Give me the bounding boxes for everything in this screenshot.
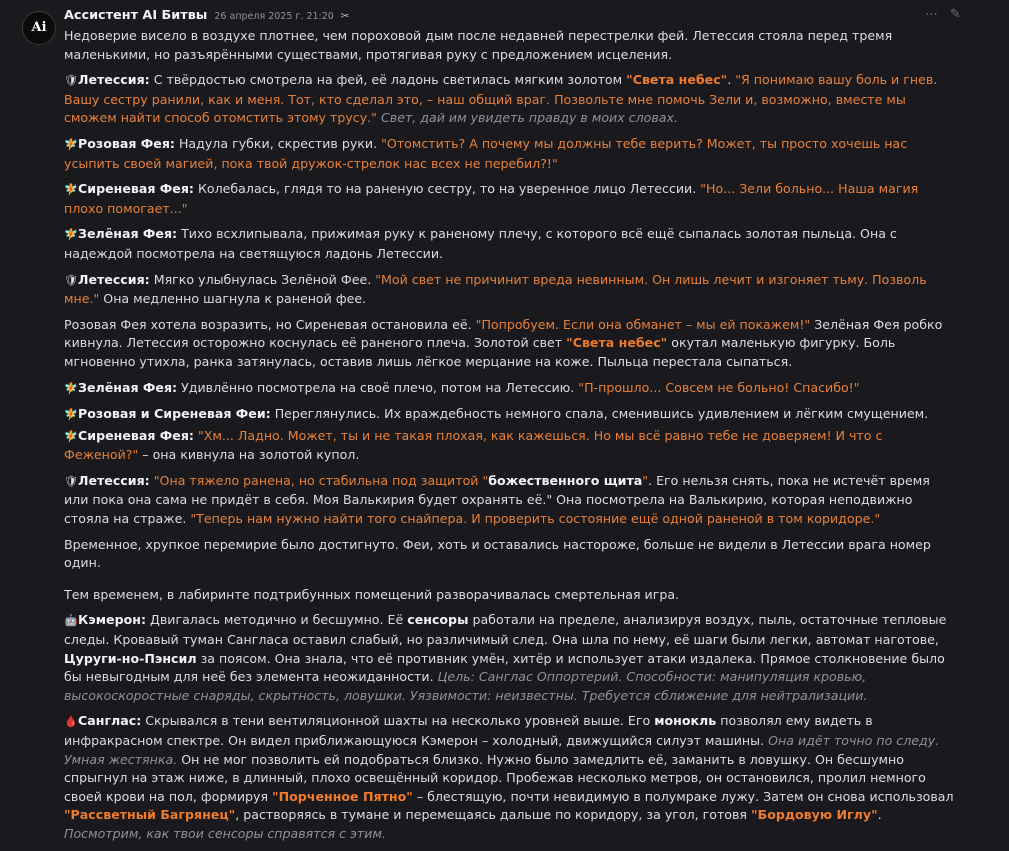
narration-text: Недоверие висело в воздухе плотнее, чем пороховой дым после недавней перестрелки фей. Летессия стояла перед тремя маленькими, но разъярёнными существами, протягивая руку с предложением исцеления. (64, 28, 893, 62)
narration-text: С твёрдостью смотрела на фей, её ладонь светилась мягким золотом (149, 72, 627, 88)
message-content (64, 27, 954, 851)
message-paragraph (64, 586, 954, 605)
dialogue-text: "Отомстить? А почему мы должны тебе верить? Может, ты просто хочешь нас усыпить своей магией, пока твой дружок-стрелок нас всех не перебил?!" (64, 135, 908, 171)
ability-name: "Света небес" (566, 335, 668, 351)
narration-text: , растворяясь в тумане и перемещаясь дальше по коридору, за угол, готовя (235, 807, 752, 823)
narration-text: Она медленно шагнула к раненой фее. (99, 291, 367, 307)
bold-text: Цуруги-но-Пэнсил (64, 650, 197, 666)
timestamp: 26 апреля 2025 г. 21:20 (214, 11, 334, 22)
character-emoji-icon: 🛡 (64, 273, 78, 287)
narration-text: Он не мог позволить ей подобраться близко. Нужно было замедлить её, заманить в ловушку. Он бесшумно спрыгнул на этаж ниже, в длинный, плохо освещённый коридор. Пробежав несколько метров, он остановился, пролил немного своей крови на пол, формируя (64, 751, 926, 804)
message-paragraph (64, 135, 954, 173)
ability-name: "Света небес" (626, 72, 728, 88)
message-paragraph (64, 472, 954, 529)
character-emoji-icon: 🧚 (64, 228, 78, 242)
message-paragraph (64, 379, 954, 399)
thought-text: Она идёт точно по следу. Умная жестянка. (64, 733, 940, 767)
narration-text: Удивлённо посмотрела на своё плечо, потом на Летессию. (177, 379, 579, 395)
dialogue-text: " (642, 472, 649, 488)
message-paragraph (64, 427, 954, 465)
bold-text: божественного щита (488, 472, 643, 488)
avatar[interactable] (22, 11, 56, 45)
dialogue-text: "Я понимаю вашу боль и гнев. Вашу сестру ранили, как и меня. Тот, кто сделал это, – наш общий враг. Позвольте мне помочь Зели и, возможно, вместе мы сможем найти способ отомстить этому трусу." (64, 72, 938, 126)
narration-text: . (727, 72, 736, 88)
narration-text: Мягко улыбнулась Зелёной Фее. (149, 271, 376, 287)
narration-text: Надула губки, скрестив руки. (174, 135, 382, 151)
character-emoji-icon: 🩸 (64, 715, 78, 729)
character-emoji-icon: 🤖 (64, 614, 78, 628)
dialogue-text: "Мой свет не причинит вреда невинным. Он лишь лечит и изгоняет тьму. Позволь мне." (64, 271, 927, 307)
thought-text: Цель: Санглас Оппортерий. Способности: манипуляция кровью, высокоскоростные снаряды, скрытность, ловушки. Уязвимости: неизвестны. Требуется сближение для нейтрализации. (64, 669, 868, 703)
dialogue-text: "Она тяжело ранена, но стабильна под защитой " (153, 472, 489, 488)
message-paragraph (64, 712, 954, 843)
thought-text: Посмотрим, как твои сенсоры справятся с этим. (64, 825, 386, 841)
ability-name: "Рассветный Багрянец" (64, 807, 236, 823)
bold-text: Кэмерон: (78, 612, 146, 628)
message-paragraph (64, 27, 954, 64)
narration-text: за поясом. Она знала, что её противник умён, хитёр и использует атаки издалека. Прямое столкновение было бы невыгодным для неё без элемента неожиданности. (64, 650, 945, 685)
narration-text: Розовая Фея хотела возразить, но Сиреневая остановила её. (64, 316, 476, 332)
narration-text: Двигалась методично и бесшумно. Её (146, 612, 408, 628)
narration-text: Колебалась, глядя то на раненую сестру, то на уверенное лицо Летессии. (193, 181, 701, 197)
message-paragraph (64, 536, 954, 573)
bold-text: монокль (654, 713, 717, 729)
narration-text: – она кивнула на золотой купол. (138, 447, 360, 463)
more-options-icon[interactable]: ⋯ (925, 7, 938, 22)
narration-text: . (877, 807, 882, 823)
character-emoji-icon: 🛡 (64, 474, 78, 488)
message-actions (917, 5, 961, 25)
message-paragraph (64, 611, 954, 705)
message-paragraph (64, 71, 954, 128)
author-name[interactable]: Ассистент AI Битвы (64, 8, 208, 23)
message-header (64, 6, 349, 27)
character-emoji-icon: 🧚 (64, 408, 78, 422)
narration-text: окутал маленькую фигурку. Боль мгновенно утихла, ранка затянулась, оставив лишь лёгкое мерцание на коже. Пыльца перестала сыпаться. (64, 335, 896, 369)
dialogue-text: "П-прошло... Совсем не больно! Спасибо!" (578, 379, 860, 395)
character-emoji-icon: 🛡 (64, 74, 78, 88)
narration-text: Переглянулись. Их враждебность немного спала, сменившись удивлением и лёгким смущением. (270, 406, 929, 422)
bold-text: Сиреневая Фея: (78, 427, 194, 443)
message-paragraph (64, 405, 954, 425)
narration-text: работали на пределе, анализируя воздух, пыль, остаточные тепловые следы. Кровавый туман Сангласа оставил слабый, но различимый след. Она шла по нему, её шаги были легки, автомат наготове, (64, 612, 947, 648)
message-paragraph (64, 316, 954, 372)
bold-text: сенсоры (407, 612, 469, 628)
dialogue-text: "Теперь нам нужно найти того снайпера. И проверить состояние ещё одной раненой в том коридоре." (190, 511, 881, 527)
character-emoji-icon: 🧚 (64, 429, 78, 443)
ability-name: "Бордовую Иглу" (751, 807, 878, 823)
tools-icon: ✂ (340, 11, 350, 22)
bold-text: Санглас: (78, 713, 142, 729)
bold-text: Розовая Фея: (78, 135, 175, 151)
character-emoji-icon: 🧚 (64, 381, 78, 395)
dialogue-text: "Но... Зели больно... Наша магия плохо помогает..." (64, 181, 919, 216)
bold-text: Летессия: (78, 472, 150, 488)
narration-text: . Его нельзя снять, пока не истечёт время или пока она сама не придёт в себя. Моя Валькирия будет охранять её." Она посмотрела на Валькирию, которая неподвижно стояла на страже. (64, 472, 930, 527)
narration-text: Тихо всхлипывала, прижимая руку к раненому плечу, с которого всё ещё сыпалась золотая пыльца. Она с надеждой посмотрела на светящуюся ладонь Летессии. (64, 226, 897, 261)
bold-text: Зелёная Фея: (78, 379, 178, 395)
narration-text: – блестящую, почти невидимую в полумраке лужу. Затем он снова использовал (412, 788, 954, 804)
bold-text: Летессия: (78, 72, 150, 88)
dialogue-text: "Хм... Ладно. Может, ты и не такая плохая, как кажешься. Но мы всё равно тебе не доверяем! И что с Феженой?" (64, 427, 883, 463)
message-paragraph (64, 180, 954, 218)
narration-text: позволял ему видеть в инфракрасном спектре. Он видел приближающуюся Кэмерон – холодный, движущийся силуэт машины. (64, 713, 873, 748)
character-emoji-icon: 🧚 (64, 137, 78, 151)
thought-text: Свет, дай им увидеть правду в моих словах. (380, 110, 678, 126)
bold-text: Розовая и Сиреневая Феи: (78, 406, 271, 422)
narration-text: Зелёная Фея робко кивнула. Летессия осторожно коснулась её раненого плеча. Золотой свет (64, 316, 943, 351)
narration-text: Временное, хрупкое перемирие было достигнуто. Феи, хоть и оставались настороже, больше не видели в Летессии врага номер один. (64, 536, 931, 571)
bold-text: Зелёная Фея: (78, 226, 178, 242)
narration-text: Скрывался в тени вентиляционной шахты на несколько уровней выше. Его (141, 713, 655, 729)
bold-text: Сиреневая Фея: (78, 181, 194, 197)
ability-name: "Порченное Пятно" (272, 788, 413, 804)
narration-text: Тем временем, в лабиринте подтрибунных помещений разворачивалась смертельная игра. (64, 586, 680, 602)
bold-text: Летессия: (78, 271, 150, 287)
message-paragraph (64, 271, 954, 309)
avatar-logo: Ai (31, 19, 47, 35)
dialogue-text: "Попробуем. Если она обманет – мы ей покажем!" (475, 316, 811, 332)
edit-icon[interactable]: ✎ (950, 7, 961, 22)
character-emoji-icon: 🧚 (64, 183, 78, 197)
message-paragraph (64, 225, 954, 263)
